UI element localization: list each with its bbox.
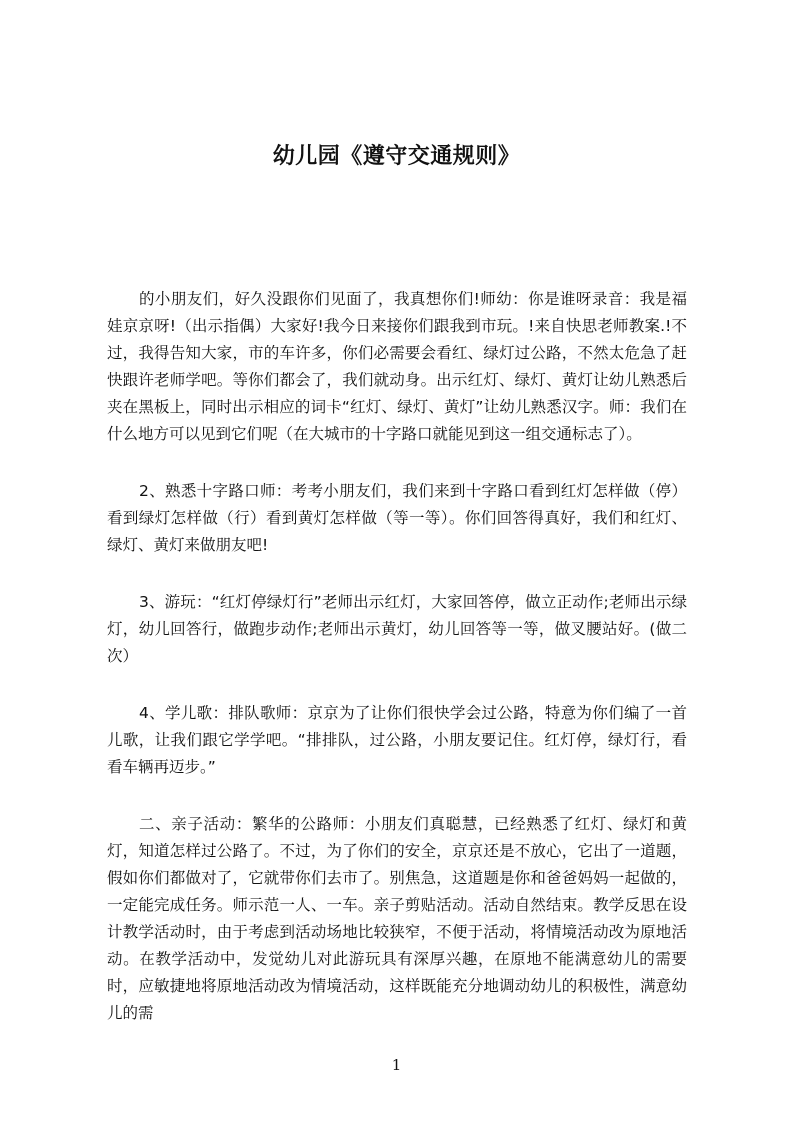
page-number: 1 (391, 1056, 402, 1074)
paragraph-crossroad: 2、熟悉十字路口师：考考小朋友们，我们来到十字路口看到红灯怎样做（停）看到绿灯怎样做（行）看到黄灯怎样做（等一等）。你们回答得真好，我们和红灯、绿灯、黄灯来做朋友吧! (107, 482, 687, 554)
document-body (107, 286, 687, 1057)
paragraph-parent-child-activity: 二、亲子活动：繁华的公路师：小朋友们真聪慧，已经熟悉了红灯、绿灯和黄灯，知道怎样过公路了。不过，为了你们的安全，京京还是不放心，它出了一道题，假如你们都做对了，它就带你们去市了。别焦急，这道题是你和爸爸妈妈一起做的，一定能完成任务。师示范一人、一车。亲子剪贴活动。活动自然结束。教学反思在设计教学活动时，由于考虑到活动场地比较狭窄，不便于活动，将情境活动改为原地活动。在教学活动中，发觉幼儿对此游玩具有深厚兴趣，在原地不能满意幼儿的需要时，应敏捷地将原地活动改为情境活动，这样既能充分地调动幼儿的积极性，满意幼儿的需 (107, 815, 687, 1022)
paragraph-intro: 的小朋友们，好久没跟你们见面了，我真想你们!师幼：你是谁呀录音：我是福娃京京呀!（出示指偶）大家好!我今日来接你们跟我到市玩。!来自快思老师教案.!不过，我得告知大家，市的车许多，你们必需要会看红、绿灯过公路，不然太危急了赶快跟许老师学吧。等你们都会了，我们就动身。出示红灯、绿灯、黄灯让幼儿熟悉后夹在黑板上，同时出示相应的词卡“红灯、绿灯、黄灯”让幼儿熟悉汉字。师：我们在什么地方可以见到它们呢（在大城市的十字路口就能见到这一组交通标志了）。 (107, 290, 687, 443)
page-title: 幼儿园《遵守交通规则》 (272, 144, 521, 169)
paragraph-song: 4、学儿歌：排队歌师：京京为了让你们很快学会过公路，特意为你们编了一首儿歌，让我们跟它学学吧。“排排队，过公路，小朋友要记住。红灯停，绿灯行，看看车辆再迈步。” (107, 704, 687, 776)
paragraph-game: 3、游玩：“红灯停绿灯行”老师出示红灯，大家回答停，做立正动作;老师出示绿灯，幼儿回答行，做跑步动作;老师出示黄灯，幼儿回答等一等，做叉腰站好。(做二次） (107, 593, 687, 665)
